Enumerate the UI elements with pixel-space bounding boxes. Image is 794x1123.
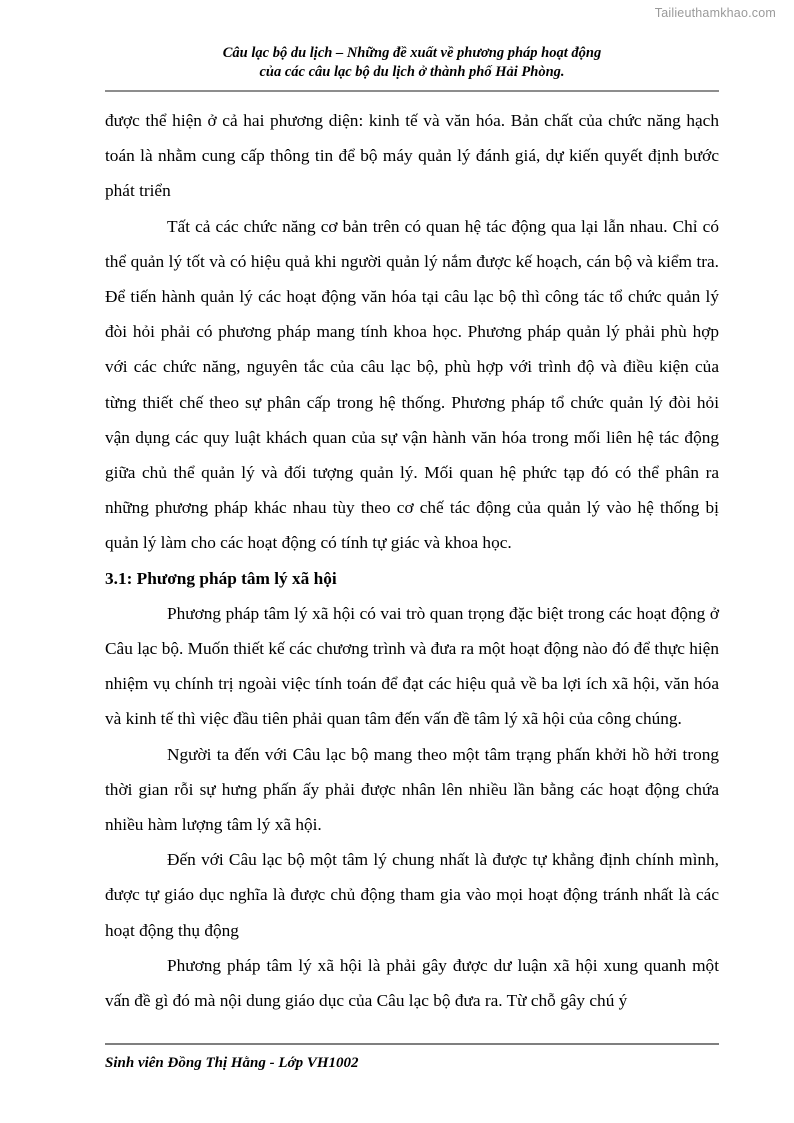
body-paragraph-5: Đến với Câu lạc bộ một tâm lý chung nhất là được tự khẳng định chính mình, được tự giáo dục nghĩa là được chủ động tham gia vào mọi hoạt động tránh nhất là các hoạt động thụ động [105,850,719,940]
footer-student-info: Sinh viên Đồng Thị Hằng - Lớp VH1002 [105,1055,359,1071]
header-title-line-2: của các câu lạc bộ du lịch ở thành phố Hải Phòng. [259,64,565,80]
body-paragraph-6: Phương pháp tâm lý xã hội là phải gây được dư luận xã hội xung quanh một vấn đề gì đó mà nội dung giáo dục của Câu lạc bộ đưa ra. Từ chỗ gây chú ý [105,955,719,1011]
header-title-line-1: Câu lạc bộ du lịch – Những đề xuất về phương pháp hoạt động [222,45,602,61]
body-paragraph-4: Người ta đến với Câu lạc bộ mang theo một tâm trạng phấn khởi hồ hởi trong thời gian rỗi sự hưng phấn ấy phải được nhân lên nhiều lần bằng các hoạt động chứa nhiều hàm lượng tâm lý xã hội. [105,744,719,835]
body-paragraph-3: Phương pháp tâm lý xã hội có vai trò quan trọng đặc biệt trong các hoạt động ở Câu lạc bộ. Muốn thiết kế các chương trình và đưa ra một hoạt động nào đó để thực hiện nhiệm vụ chính trị ngoài việc tính toán để đạt các hiệu quả về ba lợi ích xã hội, văn hóa và kinh tế thì việc đầu tiên phải quan tâm đến vấn đề tâm lý xã hội của công chúng. [105,603,719,729]
site-watermark: Tailieuthamkhao.com [654,6,776,20]
running-header [105,44,719,82]
section-heading-3-1: 3.1: Phương pháp tâm lý xã hội [105,568,337,588]
header-divider [105,90,719,92]
body-paragraph-1: được thể hiện ở cả hai phương diện: kinh tế và văn hóa. Bản chất của chức năng hạch toán là nhằm cung cấp thông tin để bộ máy quản lý đánh giá, dự kiến quyết định bước phát triển [105,111,719,201]
body-paragraph-2: Tất cả các chức năng cơ bản trên có quan hệ tác động qua lại lẫn nhau. Chỉ có thể quản lý tốt và có hiệu quả khi người quản lý nắm được kế hoạch, cán bộ và kiểm tra. Để tiến hành quản lý các hoạt động văn hóa tại câu lạc bộ thì công tác tổ chức quản lý đòi hỏi phải có phương pháp mang tính khoa học. Phương pháp quản lý phải phù hợp với các chức năng, nguyên tắc của câu lạc bộ, phù hợp với trình độ và điều kiện của từng thiết chế theo sự phân cấp trong hệ thống. Phương pháp tổ chức quản lý đòi hỏi vận dụng các quy luật khách quan của sự vận hành văn hóa trong mối liên hệ tác động giữa chủ thể quản lý và đối tượng quản lý. Mối quan hệ phức tạp đó có thể phân ra những phương pháp khác nhau tùy theo cơ chế tác động của quản lý vào hệ thống bị quản lý làm cho các hoạt động có tính tự giác và khoa học. [105,216,719,553]
footer-divider [105,1043,719,1045]
document-body [105,103,719,1018]
